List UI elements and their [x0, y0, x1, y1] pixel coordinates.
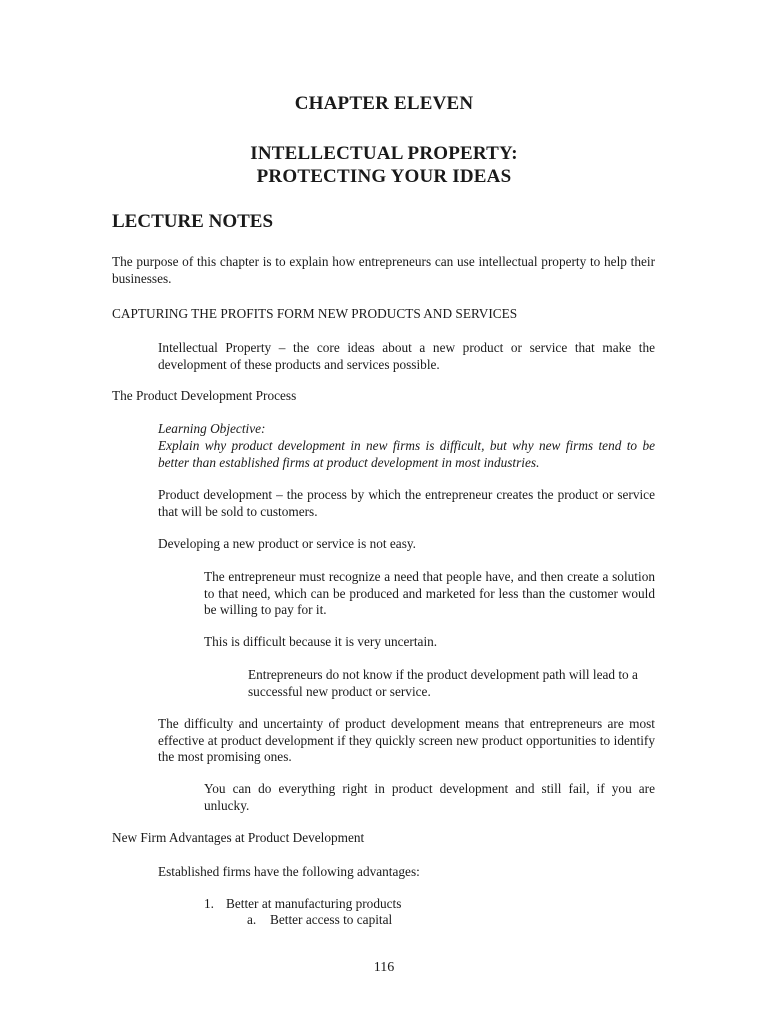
uncertain-paragraph: This is difficult because it is very uncertain. — [204, 634, 438, 649]
learning-objective-text: Explain why product development in new firms is difficult, but why new firms tend to be better than established firms at product development in most industries. — [158, 438, 655, 470]
learning-objective-label: Learning Objective: — [158, 421, 266, 436]
ip-definition-paragraph: Intellectual Property – the core ideas about a new product or service that make the development of these products and services possible. — [158, 340, 655, 372]
lecture-notes-heading: LECTURE NOTES — [112, 211, 274, 232]
established-advantages-intro: Established firms have the following advantages: — [158, 864, 420, 879]
list-item-1-marker: 1. — [204, 896, 214, 911]
page-number: 116 — [373, 960, 395, 975]
not-easy-paragraph: Developing a new product or service is not easy. — [158, 536, 416, 551]
chapter-number-title: CHAPTER ELEVEN — [294, 93, 474, 114]
section-heading-capturing-profits: CAPTURING THE PROFITS FORM NEW PRODUCTS AND SERVICES — [112, 306, 518, 321]
chapter-title-line-2: PROTECTING YOUR IDEAS — [256, 166, 512, 187]
unlucky-paragraph: You can do everything right in product development and still fail, if you are unlucky. — [204, 781, 655, 813]
do-not-know-paragraph: Entrepreneurs do not know if the product development path will lead to a successful new product or service. — [248, 667, 638, 699]
list-item-1-text: Better at manufacturing products — [226, 896, 402, 911]
recognize-need-paragraph: The entrepreneur must recognize a need that people have, and then create a solution to that need, which can be produced and marketed for less than the customer would be willing to pay for it. — [204, 569, 655, 617]
list-subitem-a-marker: a. — [247, 912, 257, 927]
list-subitem-a-text: Better access to capital — [270, 912, 393, 927]
subsection-heading-new-firm-advantages: New Firm Advantages at Product Development — [112, 830, 365, 845]
subsection-heading-product-development-process: The Product Development Process — [112, 388, 297, 403]
purpose-paragraph: The purpose of this chapter is to explain how entrepreneurs can use intellectual property to help their businesses. — [112, 254, 655, 286]
chapter-title-line-1: INTELLECTUAL PROPERTY: — [250, 143, 518, 164]
difficulty-uncertainty-paragraph: The difficulty and uncertainty of product development means that entrepreneurs are most effective at product development if they quickly screen new product opportunities to identify the most promising ones. — [158, 716, 655, 764]
product-development-definition: Product development – the process by which the entrepreneur creates the product or service that will be sold to customers. — [158, 487, 655, 519]
